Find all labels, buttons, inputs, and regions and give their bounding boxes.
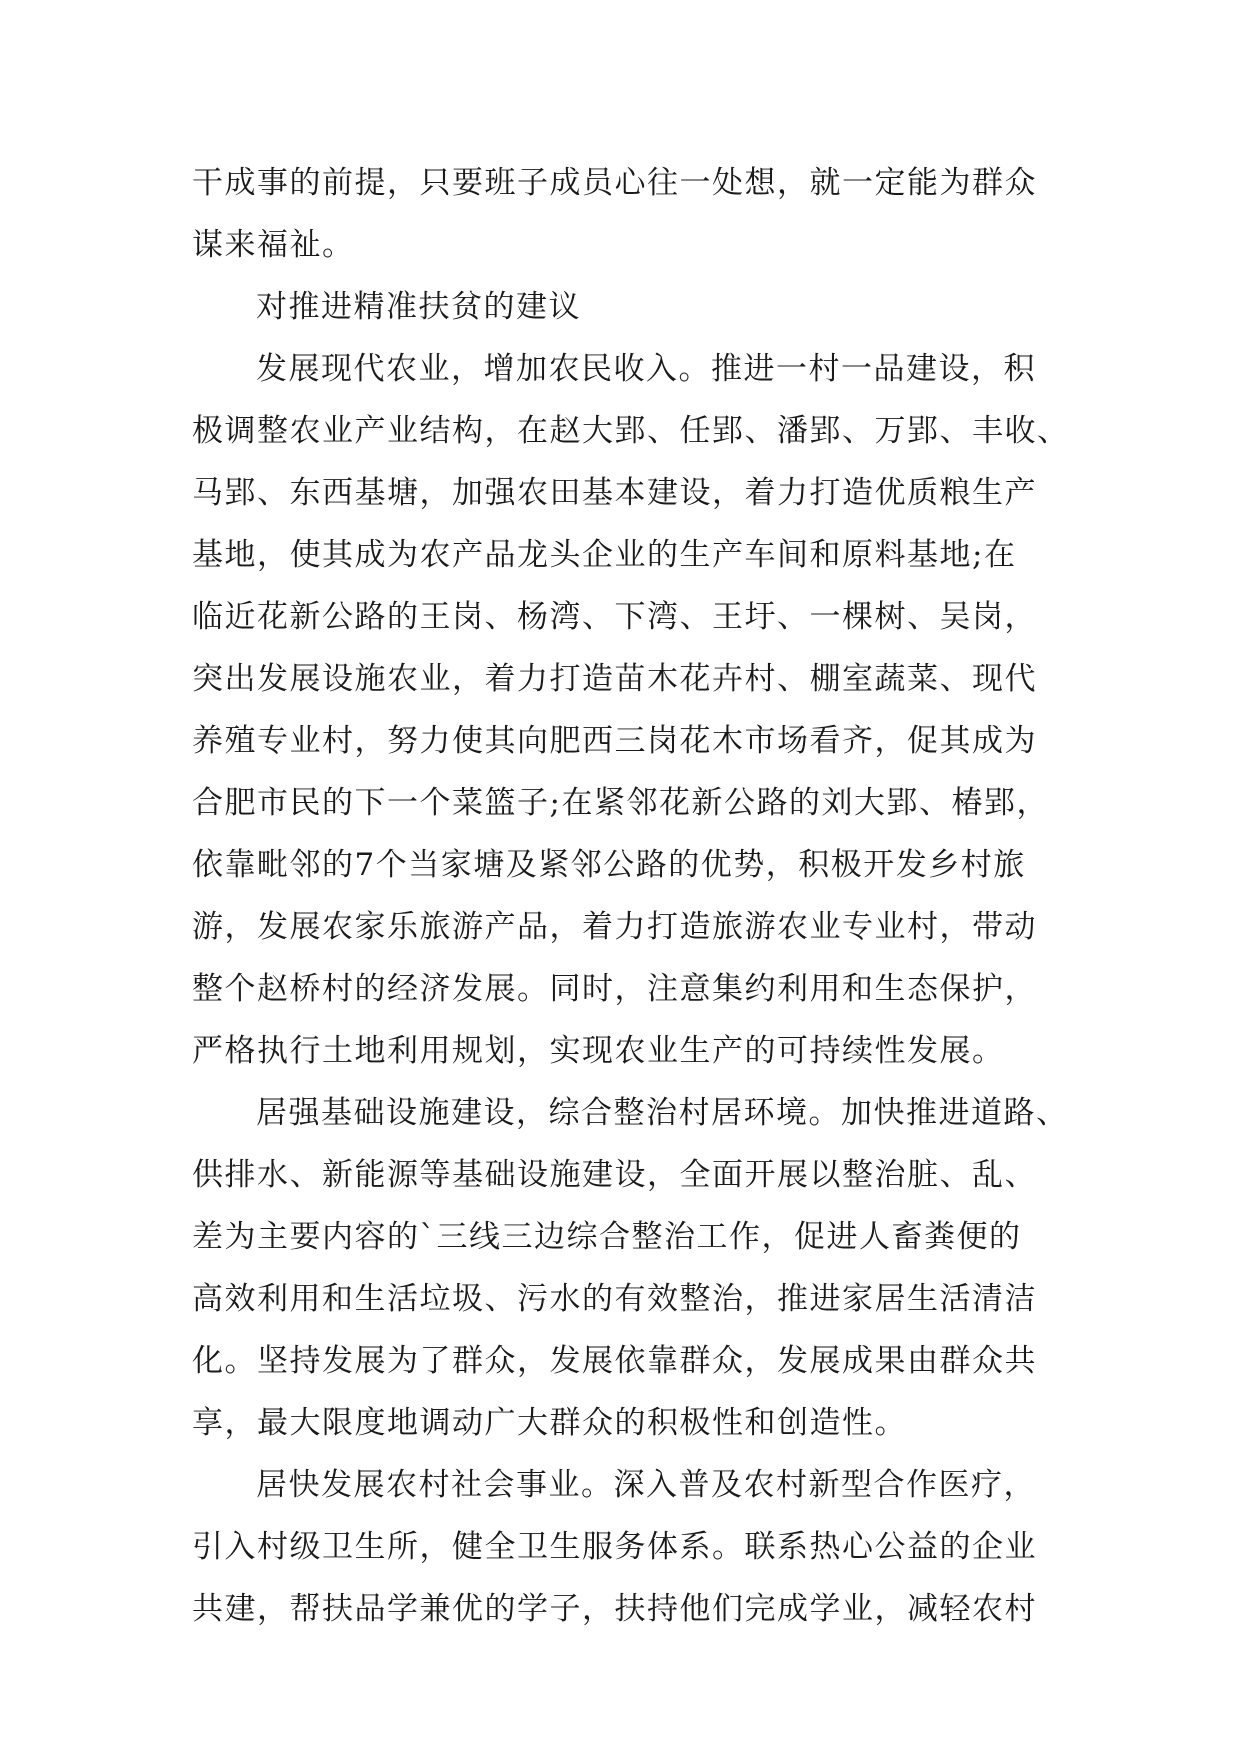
section-heading (192, 276, 1064, 338)
text-line: 极调整农业产业结构，在赵大郢、任郢、潘郢、万郢、丰收、 (192, 413, 1070, 449)
text-line: 基地，使其成为农产品龙头企业的生产车间和原料基地;在 (192, 537, 1017, 573)
text-line: 共建，帮扶品学兼优的学子，扶持他们完成学业，减轻农村 (192, 1591, 1037, 1627)
text-line: 高效利用和生活垃圾、污水的有效整治，推进家居生活清洁 (192, 1281, 1037, 1317)
text-line: 养殖专业村，努力使其向肥西三岗花木市场看齐，促其成为 (192, 723, 1037, 759)
heading-line: 对推进精准扶贫的建议 (256, 289, 581, 325)
text-line: 游，发展农家乐旅游产品，着力打造旅游农业专业村，带动 (192, 909, 1037, 945)
paragraph-modern-agriculture (192, 338, 1070, 1082)
body-text (192, 152, 1070, 1640)
text-line: 马郢、东西基塘，加强农田基本建设，着力打造优质粮生产 (192, 475, 1037, 511)
text-line: 引入村级卫生所，健全卫生服务体系。联系热心公益的企业 (192, 1529, 1037, 1565)
text-line: 发展现代农业，增加农民收入。推进一村一品建设，积 (256, 351, 1036, 387)
paragraph-infrastructure (192, 1082, 1069, 1454)
text-line: 突出发展设施农业，着力打造苗木花卉村、棚室蔬菜、现代 (192, 661, 1037, 697)
text-line: 化。坚持发展为了群众，发展依靠群众，发展成果由群众共 (192, 1343, 1037, 1379)
paragraph-continued (192, 152, 1064, 276)
text-line: 居强基础设施建设，综合整治村居环境。加快推进道路、 (256, 1095, 1069, 1131)
text-line: 依靠毗邻的7个当家塘及紧邻公路的优势，积极开发乡村旅 (192, 847, 1026, 883)
text-line: 临近花新公路的王岗、杨湾、下湾、王圩、一棵树、吴岗， (192, 599, 1037, 635)
paragraph-social-affairs (192, 1454, 1064, 1640)
text-line: 居快发展农村社会事业。深入普及农村新型合作医疗， (256, 1467, 1036, 1503)
text-line: 严格执行土地利用规划，实现农业生产的可持续性发展。 (192, 1033, 1005, 1069)
text-line: 享，最大限度地调动广大群众的积极性和创造性。 (192, 1405, 907, 1441)
text-line: 差为主要内容的`三线三边综合整治工作，促进人畜粪便的 (192, 1219, 1022, 1255)
text-line: 供排水、新能源等基础设施建设，全面开展以整治脏、乱、 (192, 1157, 1037, 1193)
text-line: 谋来福祉。 (192, 227, 355, 263)
text-line: 合肥市民的下一个菜篮子;在紧邻花新公路的刘大郢、椿郢， (192, 785, 1049, 821)
text-line: 整个赵桥村的经济发展。同时，注意集约利用和生态保护， (192, 971, 1037, 1007)
text-line: 干成事的前提，只要班子成员心往一处想，就一定能为群众 (192, 165, 1037, 201)
